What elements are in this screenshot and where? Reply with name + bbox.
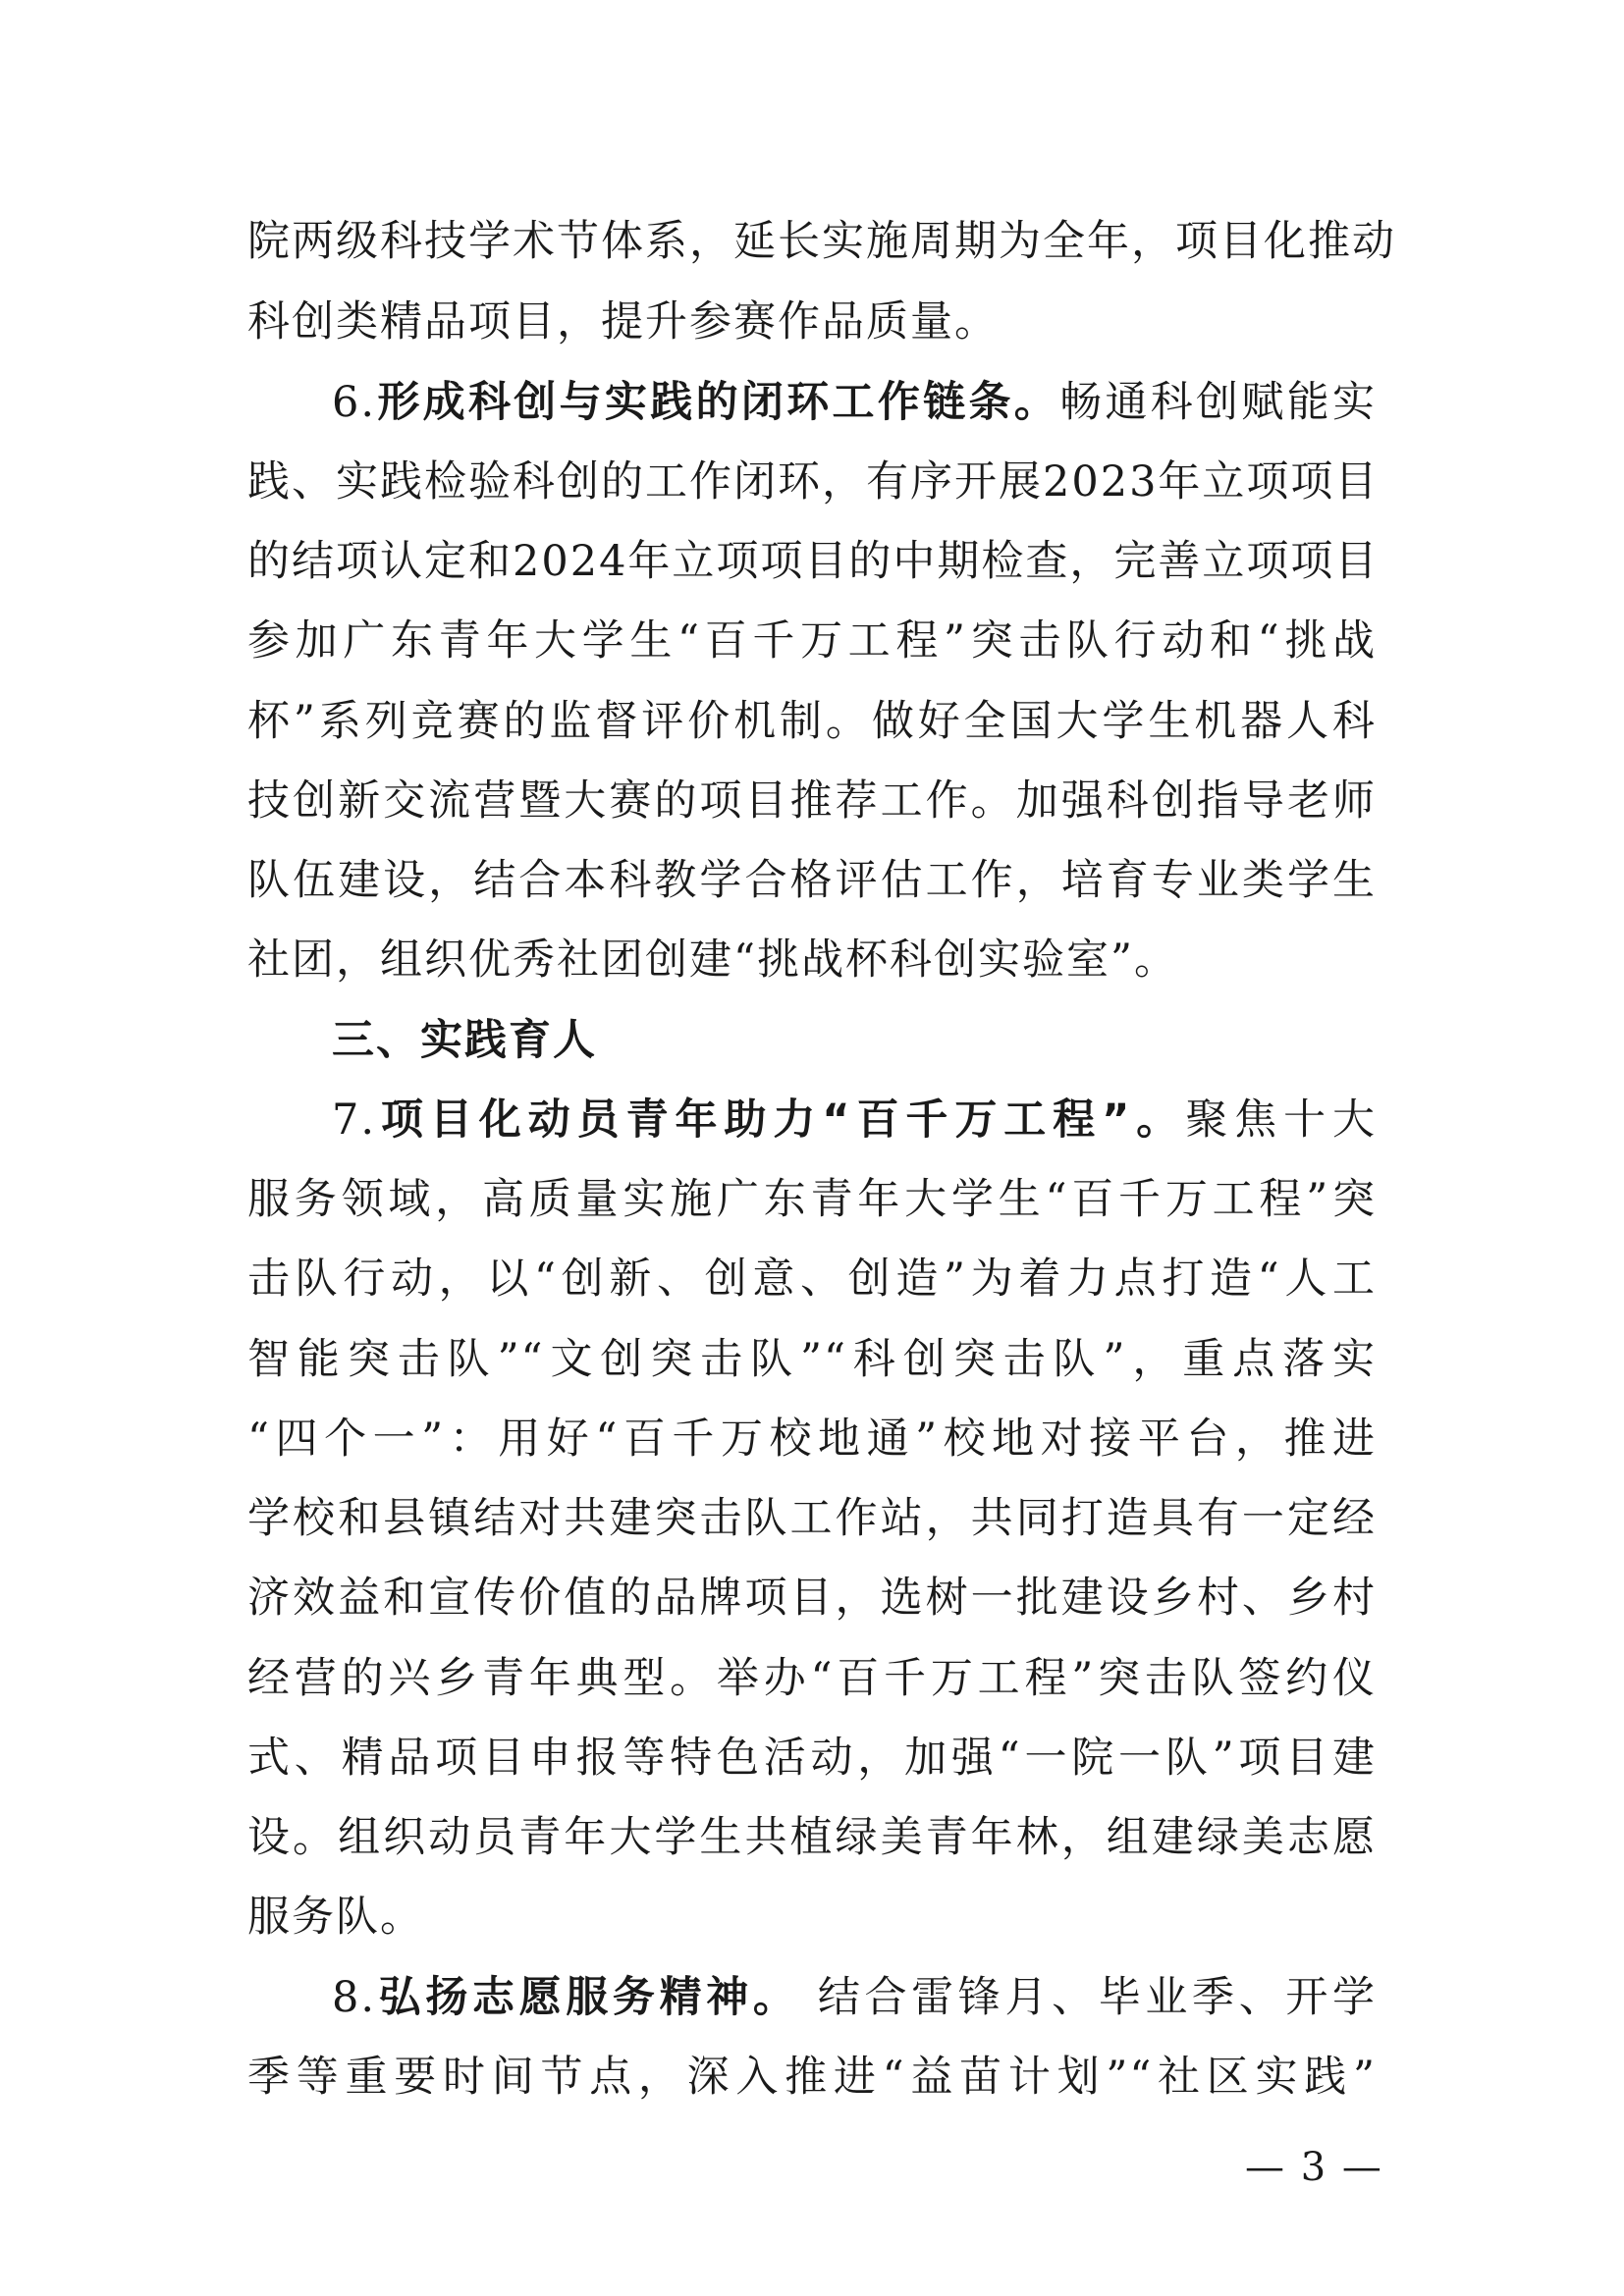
text-line: 服务领域，高质量实施广东青年大学生“百千万工程”突	[247, 1175, 1377, 1224]
paragraph-6-number: 6.	[332, 378, 377, 427]
paragraph-7-text: 聚焦十大	[1185, 1095, 1377, 1145]
text-line: 杯”系列竞赛的监督评价机制。做好全国大学生机器人科	[247, 697, 1377, 746]
paragraph-8-first-line	[332, 1968, 1377, 2027]
text-line: 社团，组织优秀社团创建“挑战杯科创实验室”。	[247, 935, 1178, 985]
text-line: 学校和县镇结对共建突击队工作站，共同打造具有一定经	[247, 1494, 1377, 1543]
text-line: 技创新交流营暨大赛的项目推荐工作。加强科创指导老师	[247, 776, 1377, 826]
paragraph-8-title: 弘扬志愿服务精神。	[376, 1973, 800, 2022]
paragraph-7-first-line	[332, 1091, 1377, 1149]
text-line: 季等重要时间节点，深入推进“益苗计划”“社区实践”	[247, 2053, 1377, 2102]
text-line: 的结项认定和2024年立项项目的中期检查，完善立项项目	[247, 537, 1380, 586]
paragraph-8-text: 结合雷锋月、毕业季、开学	[799, 1973, 1377, 2022]
text-line: 服务队。	[247, 1893, 424, 1942]
text-line: 击队行动，以“创新、创意、创造”为着力点打造“人工	[247, 1255, 1377, 1304]
section-heading: 三、实践育人	[332, 1016, 597, 1065]
text-line: 院两级科技学术节体系，延长实施周期为全年，项目化推动	[247, 217, 1396, 266]
text-line: 设。组织动员青年大学生共植绿美青年林，组建绿美志愿	[247, 1813, 1377, 1862]
text-line: 科创类精品项目，提升参赛作品质量。	[247, 297, 999, 347]
text-line: 践、实践检验科创的工作闭环，有序开展2023年立项项目	[247, 457, 1380, 507]
paragraph-6-first-line	[332, 373, 1377, 432]
paragraph-6-text: 畅通科创赋能实	[1059, 378, 1378, 427]
text-line: 参加广东青年大学生“百千万工程”突击队行动和“挑战	[247, 616, 1377, 666]
text-line: “四个一”：用好“百千万校地通”校地对接平台，推进	[247, 1415, 1377, 1464]
paragraph-7-number: 7.	[332, 1095, 377, 1145]
paragraph-7-title: 项目化动员青年助力“百千万工程”。	[376, 1095, 1186, 1145]
text-line: 式、精品项目申报等特色活动，加强“一院一队”项目建	[247, 1734, 1377, 1783]
text-line: 智能突击队”“文创突击队”“科创突击队”，重点落实	[247, 1335, 1377, 1384]
text-line: 经营的兴乡青年典型。举办“百千万工程”突击队签约仪	[247, 1654, 1377, 1703]
text-line: 济效益和宣传价值的品牌项目，选树一批建设乡村、乡村	[247, 1574, 1377, 1623]
paragraph-6-title: 形成科创与实践的闭环工作链条。	[376, 378, 1060, 427]
paragraph-8-number: 8.	[332, 1973, 377, 2022]
text-line: 队伍建设，结合本科教学合格评估工作，培育专业类学生	[247, 856, 1377, 905]
page-number: — 3 —	[1245, 2145, 1383, 2190]
